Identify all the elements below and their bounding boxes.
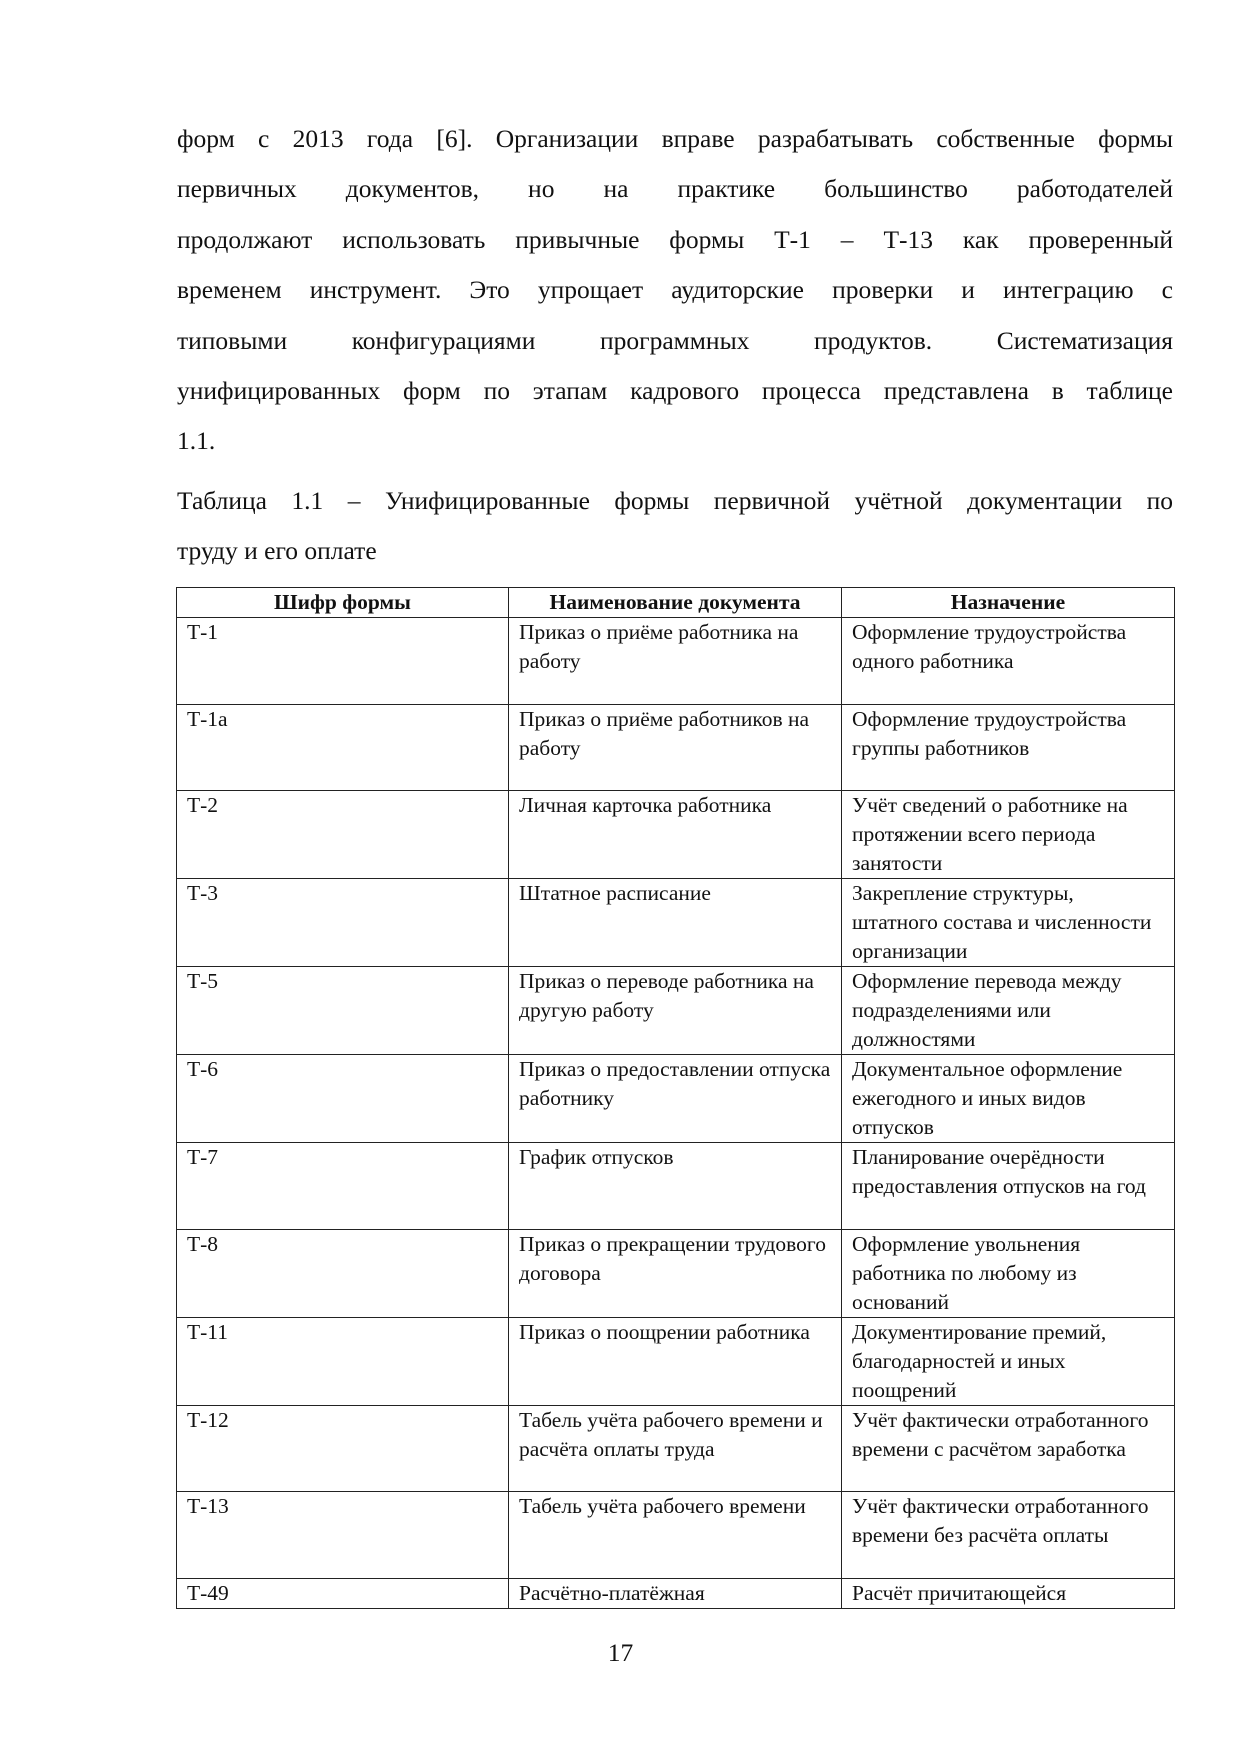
cell-document-name: Приказ о переводе работника на другую работу xyxy=(509,967,842,1055)
body-paragraph xyxy=(177,114,1173,467)
table-row xyxy=(177,704,1175,791)
header-form-code: Шифр формы xyxy=(177,588,509,618)
cell-purpose: Документирование премий, благодарностей и иных поощрений xyxy=(842,1317,1175,1405)
table-row xyxy=(177,1317,1175,1405)
header-document-name: Наименование документа xyxy=(509,588,842,618)
paragraph-line: 1.1. xyxy=(177,426,216,456)
table-row xyxy=(177,1405,1175,1492)
header-purpose: Назначение xyxy=(842,588,1175,618)
cell-document-name: График отпусков xyxy=(509,1143,842,1230)
caption-line: Таблица 1.1 – Унифицированные формы первичной учётной документации по xyxy=(177,486,1173,515)
cell-form-code: Т-6 xyxy=(177,1055,509,1143)
paragraph-line: форм с 2013 года [6]. Организации вправе разрабатывать собственные формы xyxy=(177,124,1173,153)
cell-purpose: Оформление трудоустройства одного работника xyxy=(842,618,1175,705)
table-row xyxy=(177,618,1175,705)
table-row xyxy=(177,967,1175,1055)
cell-form-code: Т-7 xyxy=(177,1143,509,1230)
cell-document-name: Приказ о приёме работников на работу xyxy=(509,704,842,791)
cell-purpose: Оформление увольнения работника по любому из оснований xyxy=(842,1229,1175,1317)
cell-purpose: Документальное оформление ежегодного и иных видов отпусков xyxy=(842,1055,1175,1143)
paragraph-line: продолжают использовать привычные формы Т-1 – Т-13 как проверенный xyxy=(177,224,1173,254)
cell-document-name: Приказ о предоставлении отпуска работнику xyxy=(509,1055,842,1143)
cell-document-name: Приказ о приёме работника на работу xyxy=(509,618,842,705)
table-row xyxy=(177,1055,1175,1143)
table-row xyxy=(177,1492,1175,1579)
cell-document-name: Личная карточка работника xyxy=(509,791,842,879)
page-number: 17 xyxy=(607,1638,634,1667)
table-row xyxy=(177,1143,1175,1230)
cell-purpose: Оформление перевода между подразделениями или должностями xyxy=(842,967,1175,1055)
cell-document-name: Табель учёта рабочего времени и расчёта оплаты труда xyxy=(509,1405,842,1492)
cell-form-code: Т-13 xyxy=(177,1492,509,1579)
table-row xyxy=(177,1229,1175,1317)
cell-form-code: Т-11 xyxy=(177,1317,509,1405)
table-caption xyxy=(177,476,1173,577)
unified-forms-table xyxy=(176,587,1175,1609)
cell-document-name: Штатное расписание xyxy=(509,879,842,967)
table-row xyxy=(177,1578,1175,1608)
paragraph-line: унифицированных форм по этапам кадрового процесса представлена в таблице xyxy=(177,375,1173,405)
cell-form-code: Т-1 xyxy=(177,618,509,705)
paragraph-line: первичных документов, но на практике большинство работодателей xyxy=(177,174,1173,204)
cell-form-code: Т-1а xyxy=(177,704,509,791)
table-header-row xyxy=(177,588,1175,618)
paragraph-line: типовыми конфигурациями программных продуктов. Систематизация xyxy=(177,325,1173,355)
cell-document-name: Расчётно-платёжная xyxy=(509,1578,842,1608)
paragraph-line: временем инструмент. Это упрощает аудиторские проверки и интеграцию с xyxy=(177,275,1173,305)
cell-purpose: Закрепление структуры, штатного состава и численности организации xyxy=(842,879,1175,967)
cell-form-code: Т-49 xyxy=(177,1578,509,1608)
cell-purpose: Оформление трудоустройства группы работников xyxy=(842,704,1175,791)
caption-line: труду и его оплате xyxy=(177,536,377,566)
cell-purpose: Планирование очерёдности предоставления отпусков на год xyxy=(842,1143,1175,1230)
cell-document-name: Табель учёта рабочего времени xyxy=(509,1492,842,1579)
cell-purpose: Учёт фактически отработанного времени без расчёта оплаты xyxy=(842,1492,1175,1579)
cell-form-code: Т-2 xyxy=(177,791,509,879)
cell-purpose: Расчёт причитающейся xyxy=(842,1578,1175,1608)
cell-form-code: Т-12 xyxy=(177,1405,509,1492)
table-row xyxy=(177,791,1175,879)
cell-purpose: Учёт сведений о работнике на протяжении всего периода занятости xyxy=(842,791,1175,879)
cell-form-code: Т-5 xyxy=(177,967,509,1055)
cell-document-name: Приказ о поощрении работника xyxy=(509,1317,842,1405)
cell-document-name: Приказ о прекращении трудового договора xyxy=(509,1229,842,1317)
cell-form-code: Т-8 xyxy=(177,1229,509,1317)
cell-purpose: Учёт фактически отработанного времени с расчётом заработка xyxy=(842,1405,1175,1492)
table-row xyxy=(177,879,1175,967)
cell-form-code: Т-3 xyxy=(177,879,509,967)
